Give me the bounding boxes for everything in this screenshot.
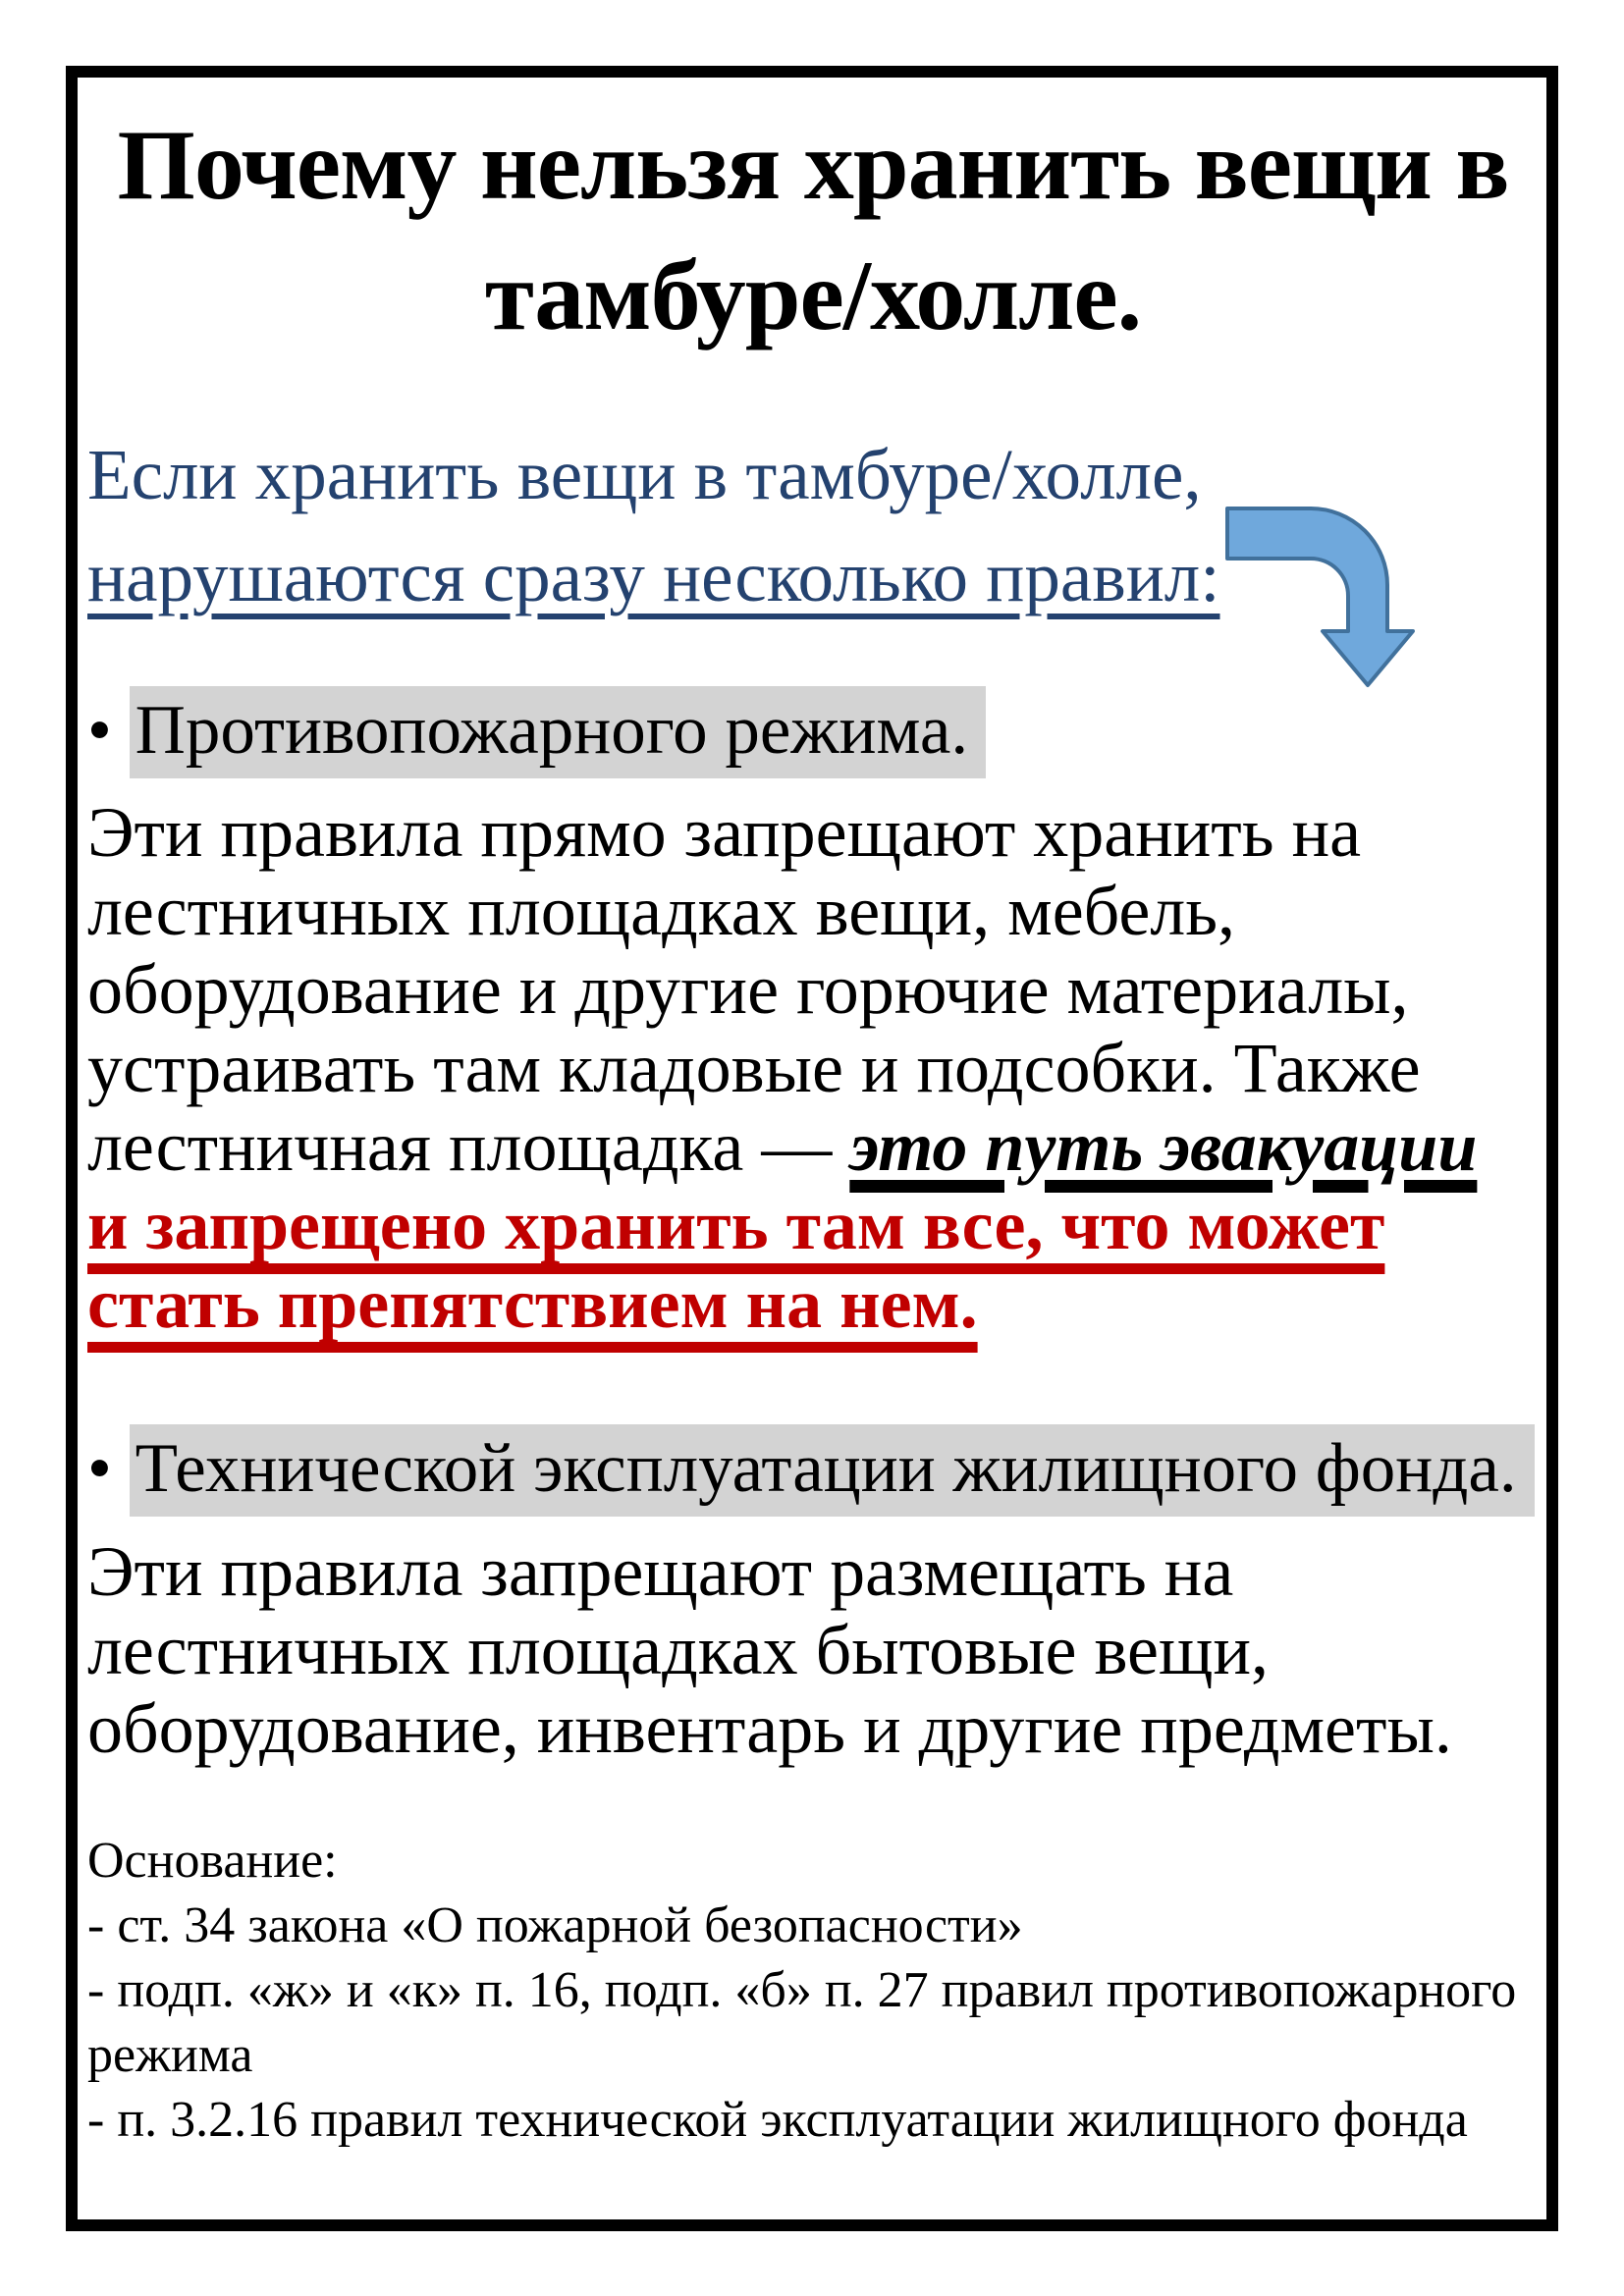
page-title-line1: Почему нельзя хранить вещи в — [117, 110, 1509, 221]
curved-down-arrow-icon — [1224, 502, 1417, 690]
border-frame — [66, 66, 1558, 2231]
legal-basis-heading: Основание: — [87, 1833, 338, 1889]
housing-body: Эти правила запрещают размещать на лестничных площадках бытовые вещи, оборудование, инвентарь и другие предметы. — [87, 1532, 1452, 1768]
page-title — [87, 101, 1539, 361]
fire-safety-alert: и запрещено хранить там все, что может стать препятствием на нем. — [87, 1186, 1385, 1344]
fire-safety-heading: Противопожарного режима. — [130, 686, 987, 778]
housing-heading-line — [87, 1425, 1539, 1513]
intro-line1: Если хранить вещи в тамбуре/холле, — [87, 435, 1202, 515]
section-housing-maintenance — [87, 1425, 1539, 1768]
page-title-line2: тамбуре/холле. — [484, 240, 1142, 351]
housing-heading: Технической эксплуатации жилищного фонда. — [130, 1424, 1535, 1517]
bullet-marker: • — [87, 1430, 112, 1508]
evacuation-route-emphasis: это путь эвакуации — [849, 1107, 1478, 1187]
bullet-marker: • — [87, 691, 112, 769]
fire-safety-body-text: Эти правила прямо запрещают хранить на лестничных площадках вещи, мебель, оборудование и другие горючие материалы, устраивать там кладовые и подсобки. Также лестничная площадка — — [87, 793, 1421, 1187]
intro-line2-underlined: нарушаются сразу несколько правил: — [87, 536, 1220, 616]
section-fire-safety — [87, 687, 1539, 1344]
curved-down-arrow-shape — [1227, 508, 1413, 685]
legal-basis-item: - ст. 34 закона «О пожарной безопасности» — [87, 1897, 1023, 1953]
fire-safety-heading-line — [87, 687, 1539, 774]
legal-basis-item: - п. 3.2.16 правил технической эксплуатации жилищного фонда — [87, 2092, 1468, 2148]
legal-basis — [87, 1829, 1539, 2153]
legal-basis-item: - подп. «ж» и «к» п. 16, подп. «б» п. 27 правил противопожарного режима — [87, 1962, 1517, 2083]
fire-safety-body — [87, 793, 1539, 1186]
